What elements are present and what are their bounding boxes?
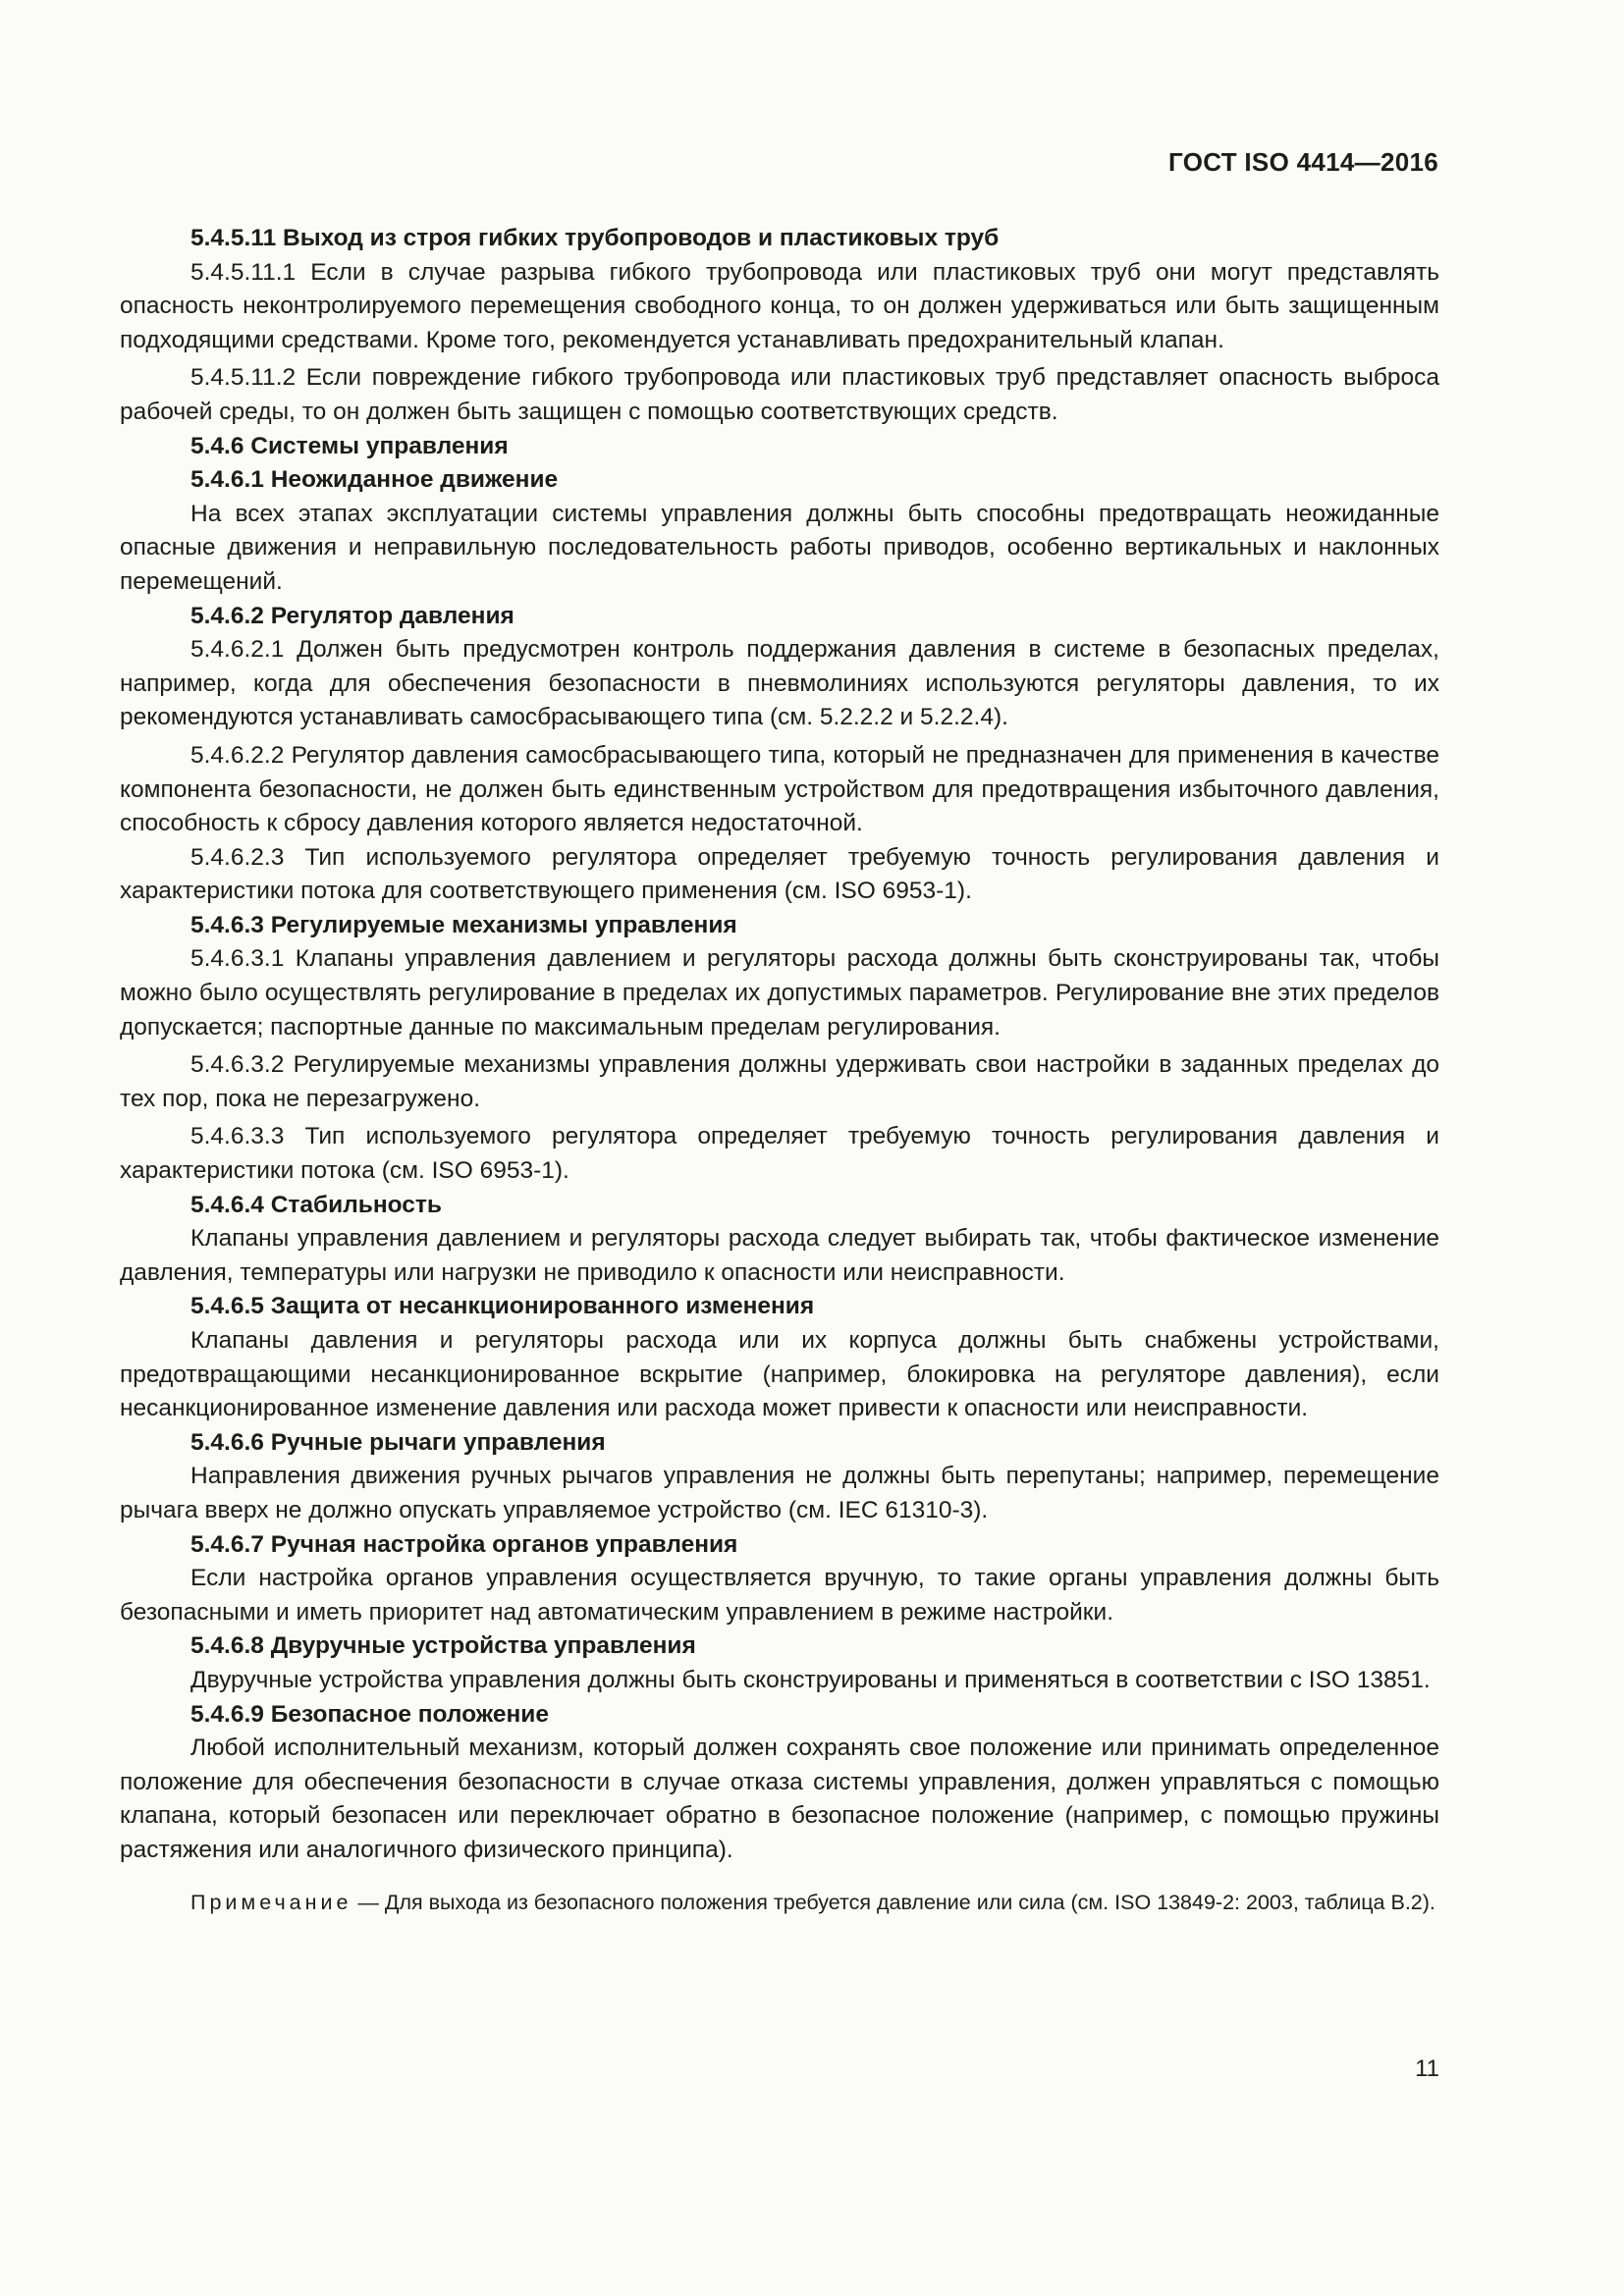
- paragraph: 5.4.6.2.3 Тип используемого регулятора определяет требуемую точность регулирования давления и характеристики потока для соответствующего применения (см. ISO 6953-1).: [120, 843, 1439, 905]
- paragraph: Клапаны управления давлением и регуляторы расхода следует выбирать так, чтобы фактическое изменение давления, температуры или нагрузки не приводило к опасности или неисправности.: [120, 1225, 1439, 1286]
- paragraph: 5.4.5.11.1 Если в случае разрыва гибкого трубопровода или пластиковых труб они могут представлять опасность неконтролируемого перемещения свободного конца, то он должен удерживаться или быть защищенным подходящими средствами. Кроме того, рекомендуется устанавливать предохранительный клапан.: [120, 258, 1439, 353]
- section-heading: 5.4.6.6 Ручные рычаги управления: [190, 1428, 606, 1456]
- paragraph: 5.4.6.3.2 Регулируемые механизмы управления должны удерживать свои настройки в заданных пределах до тех пор, пока не перезагружено.: [120, 1051, 1439, 1112]
- section-heading: 5.4.6.4 Стабильность: [190, 1191, 442, 1218]
- paragraph: 5.4.6.3.3 Тип используемого регулятора определяет требуемую точность регулирования давления и характеристики потока (см. ISO 6953-1).: [120, 1123, 1439, 1185]
- note-label: Примечание: [190, 1890, 352, 1914]
- note-text: — Для выхода из безопасного положения требуется давление или сила (см. ISO 13849-2: 2003, таблица В.2).: [352, 1890, 1435, 1914]
- section-heading: 5.4.6.3 Регулируемые механизмы управления: [190, 911, 737, 938]
- paragraph: 5.4.6.3.1 Клапаны управления давлением и регуляторы расхода должны быть сконструированы так, чтобы можно было осуществлять регулирование в пределах их допустимых параметров. Регулирование вне этих пределов допускается; паспортные данные по максимальным пределам регулирования.: [120, 945, 1439, 1041]
- section-heading: 5.4.6 Системы управления: [190, 432, 509, 459]
- section-heading: 5.4.6.8 Двуручные устройства управления: [190, 1632, 696, 1660]
- page-body: [120, 222, 1439, 1918]
- paragraph: 5.4.5.11.2 Если повреждение гибкого трубопровода или пластиковых труб представляет опасность выброса рабочей среды, то он должен быть защищен с помощью соответствующих средств.: [120, 364, 1439, 425]
- section-heading: 5.4.6.5 Защита от несанкционированного изменения: [190, 1293, 815, 1320]
- section-heading: 5.4.6.2 Регулятор давления: [190, 602, 514, 629]
- paragraph: Двуручные устройства управления должны быть сконструированы и применяться в соответствии с ISO 13851.: [190, 1666, 1431, 1693]
- section-heading: 5.4.6.9 Безопасное положение: [190, 1700, 549, 1728]
- paragraph: Любой исполнительный механизм, который должен сохранять свое положение или принимать определенное положение для обеспечения безопасности в случае отказа системы управления, должен управляться с помощью клапана, который безопасен или переключает обратно в безопасное положение (например, с помощью пружины растяжения или аналогичного физического принципа).: [120, 1735, 1439, 1863]
- paragraph: На всех этапах эксплуатации системы управления должны быть способны предотвращать неожиданные опасные движения и неправильную последовательность работы приводов, особенно вертикальных и наклонных перемещений.: [120, 500, 1439, 595]
- page-number: 11: [1415, 2056, 1439, 2082]
- paragraph: Направления движения ручных рычагов управления не должны быть перепутаны; например, перемещение рычага вверх не должно опускать управляемое устройство (см. IEC 61310-3).: [120, 1463, 1439, 1523]
- paragraph: 5.4.6.2.2 Регулятор давления самосбрасывающего типа, который не предназначен для применения в качестве компонента безопасности, не должен быть единственным устройством для предотвращения избыточного давления, способность к сбросу давления которого является недостаточной.: [120, 741, 1439, 837]
- note-paragraph: [120, 1888, 1439, 1918]
- section-heading: 5.4.5.11 Выход из строя гибких трубопроводов и пластиковых труб: [190, 225, 1000, 251]
- document-id-header: ГОСТ ISO 4414—2016: [1168, 147, 1438, 177]
- section-heading: 5.4.6.1 Неожиданное движение: [190, 466, 559, 494]
- section-heading: 5.4.6.7 Ручная настройка органов управления: [190, 1530, 738, 1558]
- paragraph: Если настройка органов управления осуществляется вручную, то такие органы управления должны быть безопасными и иметь приоритет над автоматическим управлением в режиме настройки.: [120, 1565, 1439, 1626]
- paragraph: Клапаны давления и регуляторы расхода или их корпуса должны быть снабжены устройствами, предотвращающими несанкционированное вскрытие (например, блокировка на регуляторе давления), если несанкционированное изменение давления или расхода может привести к опасности или неисправности.: [120, 1327, 1439, 1422]
- paragraph: 5.4.6.2.1 Должен быть предусмотрен контроль поддержания давления в системе в безопасных пределах, например, когда для обеспечения безопасности в пневмолиниях используются регуляторы давления, то их рекомендуются устанавливать самосбрасывающего типа (см. 5.2.2.2 и 5.2.2.4).: [120, 636, 1439, 731]
